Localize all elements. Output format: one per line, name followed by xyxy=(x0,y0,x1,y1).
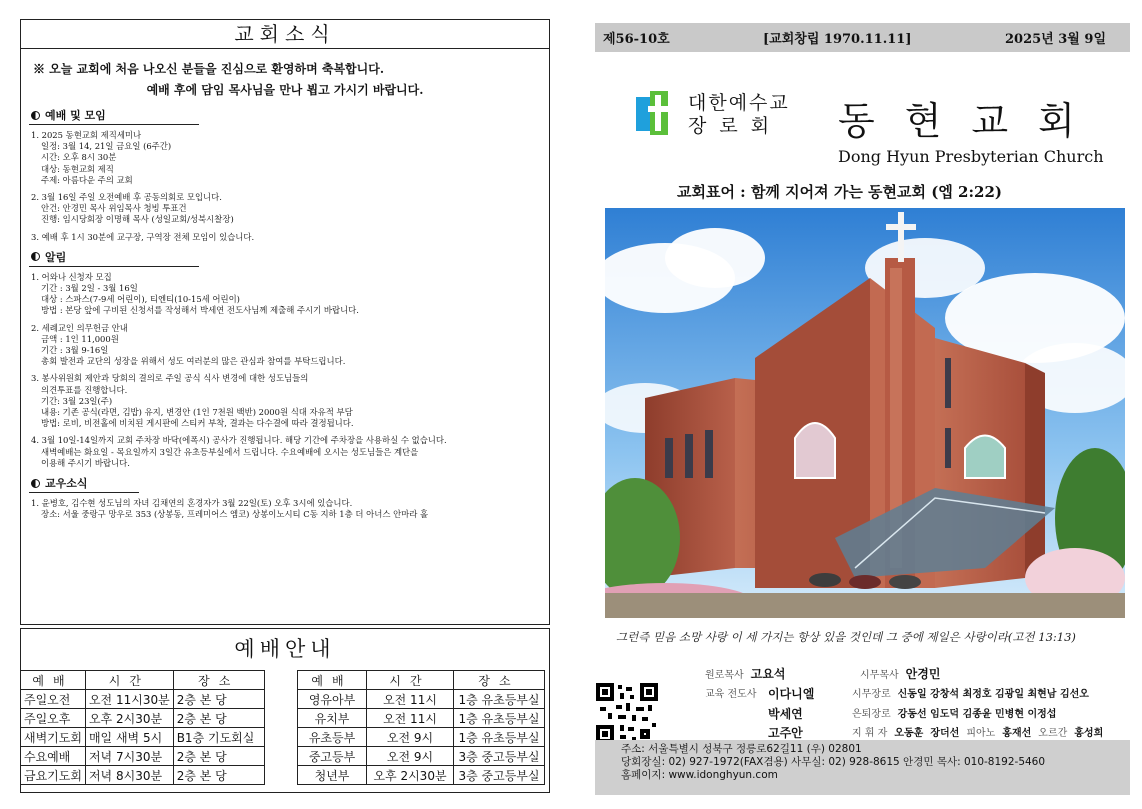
senior-pastor-name: 안경민 xyxy=(905,667,941,681)
worship-table-cell: 유초등부 xyxy=(298,728,367,747)
news-item-line: 진행: 임시당회장 이명해 목사 (성일교회/성북시찰장) xyxy=(41,214,234,225)
worship-table-row xyxy=(21,709,265,728)
news-item-line: 1. 어와나 신청자 모집 xyxy=(31,271,112,282)
qr-code-icon xyxy=(596,683,658,743)
news-item-line: 주제: 아름다운 주의 교회 xyxy=(41,174,133,185)
worship-table-cell: 2층 본 당 xyxy=(173,690,264,709)
emeritus-pastor-role: 원로목사 xyxy=(705,670,744,681)
section-heading-text: 교우소식 xyxy=(45,477,88,491)
news-sections xyxy=(21,107,549,520)
worship-table-header: 장소 xyxy=(173,671,264,690)
worship-table-row xyxy=(298,690,545,709)
retired-elders-names: 강동선 임도덕 김종윤 민병현 이정섭 xyxy=(897,709,1057,720)
worship-table-cell: 주일오후 xyxy=(21,709,86,728)
worship-table-header: 시간 xyxy=(367,671,454,690)
homepage-line: 홈페이지: www.idonghyun.com xyxy=(621,769,778,781)
worship-table-cell: 유치부 xyxy=(298,709,367,728)
church-news-box xyxy=(20,19,550,625)
evangelist-name-1: 이다니엘 xyxy=(768,687,815,701)
news-item-line: 대상 : 스파스(7-9세 어린이), 티엔티(10-15세 어린이) xyxy=(41,294,240,305)
news-item xyxy=(31,373,541,429)
worship-table-cell: 3층 중고등부실 xyxy=(454,766,545,785)
emeritus-pastor-name: 고요석 xyxy=(750,667,786,681)
music-staff: 지 휘 자 오동훈 장더선 피아노 홍재선 오르간 홍성희 xyxy=(852,728,1104,739)
church-name-korean: 동현교회 xyxy=(838,99,1105,143)
church-building-photo xyxy=(605,208,1125,618)
elders-names: 신동일 강창석 최정호 김광일 최현남 김선오 xyxy=(897,689,1089,700)
retired-elders: 은퇴장로 강동선 임도덕 김종윤 민병현 이정섭 xyxy=(852,709,1057,720)
worship-table-cell: 오전 11시30분 xyxy=(85,690,173,709)
worship-table-header: 예배 xyxy=(21,671,86,690)
news-title: 교회소식 xyxy=(21,20,549,49)
bulletin-header-bar xyxy=(595,23,1130,52)
news-item xyxy=(31,435,541,469)
worship-table-row xyxy=(298,709,545,728)
news-item xyxy=(31,272,541,317)
news-item-line: 2. 세례교인 의무헌금 안내 xyxy=(31,322,128,333)
news-item-line: 의견투표를 진행합니다. xyxy=(41,384,128,395)
worship-table-cell: 오전 9시 xyxy=(367,747,454,766)
section-heading xyxy=(31,107,549,123)
evangelist-name-2: 박세연 xyxy=(768,707,803,721)
contact-address-bar xyxy=(595,740,1130,795)
section-underline xyxy=(29,492,139,493)
worship-table-cell: 1층 유초등부실 xyxy=(454,690,545,709)
news-item-line: 장소: 서울 중랑구 망우로 353 (상봉동, 프레미어스 엠코) 상봉이노시티 C동 지하 1층 더 아너스 안마라 홀 xyxy=(41,509,429,520)
elders: 시무장로 신동일 강창석 최정호 김광일 최현남 김선오 xyxy=(852,689,1089,700)
worship-table-cell: 1층 유초등부실 xyxy=(454,728,545,747)
news-item xyxy=(31,192,541,226)
emeritus-pastor xyxy=(705,665,785,682)
denomination-line-1: 대한예수교 xyxy=(688,92,790,114)
worship-table-cell: 수요예배 xyxy=(21,747,86,766)
worship-table-cell: 주일오전 xyxy=(21,690,86,709)
worship-table-left xyxy=(20,670,265,785)
worship-table-right xyxy=(297,670,545,785)
denomination-name xyxy=(688,92,790,138)
news-item xyxy=(31,323,541,368)
worship-table-cell: 저녁 8시30분 xyxy=(85,766,173,785)
section-heading xyxy=(31,249,549,265)
church-cross-logo-icon xyxy=(636,91,674,135)
founding-date: [교회창립 1970.11.11] xyxy=(763,32,912,47)
worship-table-cell: 2층 본 당 xyxy=(173,766,264,785)
section-heading-text: 알림 xyxy=(45,250,67,264)
half-circle-bullet-icon xyxy=(31,252,40,261)
worship-table-cell: 새벽기도회 xyxy=(21,728,86,747)
section-underline xyxy=(29,124,199,125)
welcome-line-2: 예배 후에 담임 목사님을 만나 뵙고 가시기 바랍니다. xyxy=(146,83,424,97)
phone-line: 당회장실: 02) 927-1972(FAX겸용) 사무실: 02) 928-8615 안경민 목사: 010-8192-5460 xyxy=(621,756,1046,768)
news-item-line: 내용: 기존 공식(라면, 김밥) 유지, 변경안 (1인 7천원 백반) 2000원 식대 자유적 부담 xyxy=(41,407,353,418)
worship-table-cell: 오후 2시30분 xyxy=(85,709,173,728)
worship-table-cell: B1층 기도회실 xyxy=(173,728,264,747)
worship-table-cell: 영유아부 xyxy=(298,690,367,709)
worship-table-cell: 1층 유초등부실 xyxy=(454,709,545,728)
senior-pastor-role: 시무목사 xyxy=(860,670,899,681)
news-item-line: 기간 : 3월 2일 - 3월 16일 xyxy=(41,283,138,294)
worship-table-row xyxy=(21,766,265,785)
news-item-line: 3. 예배 후 1시 30분에 교구장, 구역장 전체 모임이 있습니다. xyxy=(31,231,255,242)
news-item-line: 안건: 안경민 목사 위임목사 청빙 투표건 xyxy=(41,203,187,214)
worship-table-cell: 중고등부 xyxy=(298,747,367,766)
denomination-line-2: 장로회 xyxy=(688,115,783,137)
news-item-line: 1. 윤병호, 김수현 성도님의 자녀 김채연의 혼경자가 3월 22일(토) 오후 3시에 있습니다. xyxy=(31,498,353,509)
worship-table-cell: 저녁 7시30분 xyxy=(85,747,173,766)
worship-table-header: 장소 xyxy=(454,671,545,690)
news-item-line: 3. 봉사위원회 제안과 당회의 결의로 주일 공식 식사 변경에 대한 성도님들의 xyxy=(31,373,309,384)
church-name-english: Dong Hyun Presbyterian Church xyxy=(838,147,1104,166)
worship-table-header: 시간 xyxy=(85,671,173,690)
news-item-line: 방법 : 본당 앞에 구비된 신청서를 작성해서 박세연 전도사님께 제출해 주시기 바랍니다. xyxy=(41,305,359,316)
news-item xyxy=(31,232,541,243)
worship-table-row xyxy=(298,766,545,785)
news-item xyxy=(31,130,541,186)
worship-table-row xyxy=(21,747,265,766)
news-item-line: 새벽예배는 화요일 - 목요일까지 3일간 유초등부실에서 드립니다. 수요예배에 오시는 성도님들은 계단을 xyxy=(41,446,419,457)
worship-table-cell: 오전 9시 xyxy=(367,728,454,747)
welcome-message xyxy=(21,59,549,101)
worship-table-row xyxy=(298,747,545,766)
worship-table-cell: 2층 본 당 xyxy=(173,709,264,728)
news-item-line: 이용해 주시기 바랍니다. xyxy=(41,457,130,468)
news-item-line: 기간: 3월 23일(주) xyxy=(41,395,113,406)
address-line: 주소: 서울특별시 성북구 정릉로62길11 (우) 02801 xyxy=(621,743,862,755)
worship-table-row xyxy=(21,728,265,747)
news-item-line: 시간: 오후 8시 30분 xyxy=(41,152,117,163)
news-item-line: 일정: 3월 14, 21일 금요일 (6주간) xyxy=(41,141,172,152)
worship-table-cell: 2층 본 당 xyxy=(173,747,264,766)
news-item-line: 금액 : 1인 11,000원 xyxy=(41,333,119,344)
worship-table-header: 예배 xyxy=(298,671,367,690)
church-motto: 교회표어 : 함께 지어져 가는 동현교회 (엡 2:22) xyxy=(677,183,1002,201)
worship-table-cell: 청년부 xyxy=(298,766,367,785)
welcome-line-1: ※ 오늘 교회에 처음 나오신 분들을 진심으로 환영하며 축복합니다. xyxy=(33,62,384,76)
news-item-line: 방법: 로비, 비전홀에 비치된 게시판에 스티커 부착, 결과는 다수결에 따라 결정됩니다. xyxy=(41,418,354,429)
evangelist-role-label: 교육 전도사 xyxy=(705,689,757,700)
news-item-line: 1. 2025 동현교회 제직세미나 xyxy=(31,130,142,140)
news-item-line: 총회 발전과 교단의 성장을 위해서 성도 여러분의 많은 관심과 참여를 부탁드립니다. xyxy=(41,356,346,367)
worship-table-cell: 오전 11시 xyxy=(367,709,454,728)
worship-table-cell: 금요기도회 xyxy=(21,766,86,785)
worship-table-cell: 오후 2시30분 xyxy=(367,766,454,785)
half-circle-bullet-icon xyxy=(31,479,40,488)
news-item-line: 대상: 동현교회 제직 xyxy=(41,163,114,174)
half-circle-bullet-icon xyxy=(31,111,40,120)
worship-guide-title: 예배안내 xyxy=(234,637,336,661)
evangelist-name-3: 고주안 xyxy=(768,726,803,740)
worship-table-cell: 매일 새벽 5시 xyxy=(85,728,173,747)
worship-table-cell: 오전 11시 xyxy=(367,690,454,709)
section-underline xyxy=(29,266,199,267)
section-heading xyxy=(31,475,549,491)
issue-number: 제56-10호 xyxy=(603,32,670,47)
worship-table-cell: 3층 중고등부실 xyxy=(454,747,545,766)
bible-verse: 그런즉 믿음 소망 사랑 이 세 가지는 항상 있을 것인데 그 중에 제일은 사랑이라(고전 13:13) xyxy=(616,630,1076,644)
news-item xyxy=(31,498,541,520)
bulletin-date: 2025년 3월 9일 xyxy=(1005,32,1106,47)
worship-table-row xyxy=(298,728,545,747)
section-heading-text: 예배 및 모임 xyxy=(45,109,106,122)
news-item-line: 2. 3월 16일 주일 오전예배 후 공동의회로 모입니다. xyxy=(31,192,222,203)
news-item-line: 기간 : 3월 9-16일 xyxy=(41,345,109,356)
worship-table-row xyxy=(21,690,265,709)
worship-guide-box xyxy=(20,628,550,793)
news-item-line: 4. 3월 10일-14일까지 교회 주차장 바닥(에폭시) 공사가 진행됩니다. 해당 기간에 주차장을 사용하실 수 없습니다. xyxy=(31,435,447,446)
senior-pastor xyxy=(860,665,940,682)
